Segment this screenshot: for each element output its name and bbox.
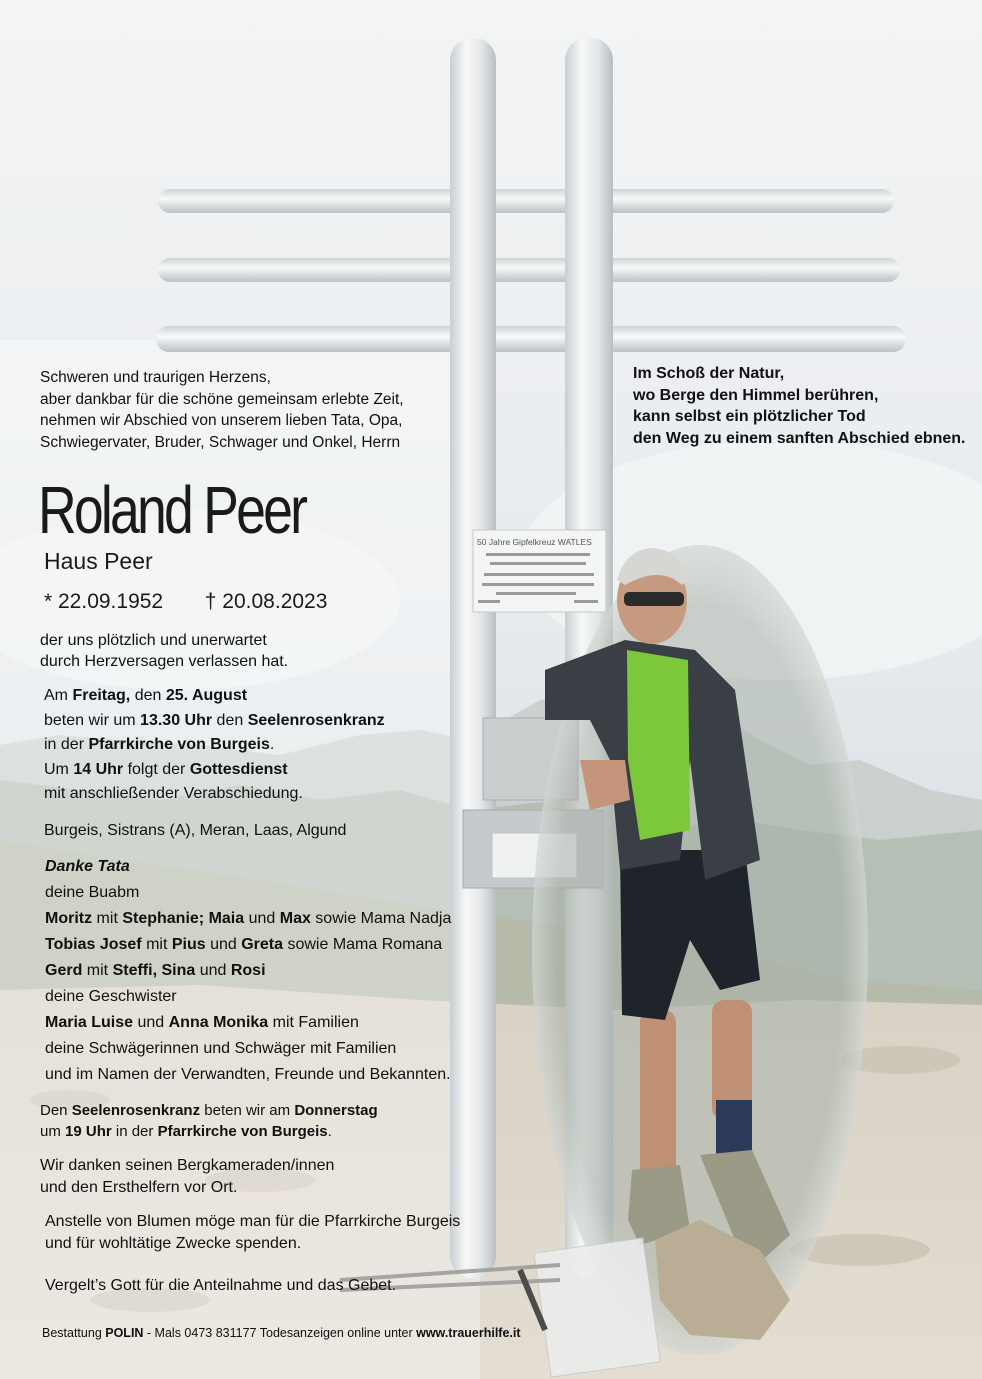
deceased-name: Roland Peer	[38, 473, 306, 548]
life-dates	[44, 590, 327, 614]
rosary-announcement: Am Freitag, den 25. August beten wir um 13.30 Uhr den Seelenrosenkranz in der Pfarrkirche von Burgeis. Um 14 Uhr folgt der Gottesdienst mit anschließender Verabschiedung.	[44, 687, 385, 802]
thanks-helpers: Wir danken seinen Bergkameraden/innen und den Ersthelfern vor Ort.	[40, 1156, 335, 1196]
footer: Bestattung POLIN - Mals 0473 831177 Todesanzeigen online unter www.trauerhilfe.it	[42, 1326, 521, 1340]
intro-line: nehmen wir Abschied von unserem lieben Tata, Opa,	[40, 412, 403, 429]
family-places: Burgeis, Sistrans (A), Meran, Laas, Algund	[44, 821, 347, 839]
second-rosary: Den Seelenrosenkranz beten wir am Donnerstag um 19 Uhr in der Pfarrkirche von Burgeis.	[40, 1101, 378, 1140]
cause-line: der uns plötzlich und unerwartet	[40, 632, 267, 649]
cause-line: durch Herzversagen verlassen hat.	[40, 653, 289, 670]
notice-body	[40, 630, 460, 1296]
house-name: Haus Peer	[44, 548, 153, 574]
closing-line: Vergelt’s Gott für die Anteilnahme und das Gebet.	[45, 1276, 397, 1294]
company-name: POLIN	[105, 1326, 144, 1340]
thanks-heading: Danke Tata	[45, 857, 130, 875]
donation-note: Anstelle von Blumen möge man für die Pfarrkirche Burgeis und für wohltätige Zwecke spenden.	[45, 1212, 461, 1252]
intro-line: Schwiegervater, Bruder, Schwager und Onkel, Herrn	[40, 433, 401, 451]
birth-date: * 22.09.1952	[44, 590, 164, 613]
mourners-list: Danke Tata deine Buabm Moritz mit Stephanie; Maia und Max sowie Mama Nadja Tobias Josef mit Pius und Greta sowie Mama Romana Gerd mit Steffi, Sina und Rosi deine Geschwister Maria Luise und Anna Monika mit Familien deine Schwägerinnen und Schwäger mit Familien und im Namen der Verwandten, Freunde und Bekannten.	[45, 857, 452, 1083]
website-link[interactable]: www.trauerhilfe.it	[416, 1326, 521, 1340]
memorial-quote: Im Schoß der Natur, wo Berge den Himmel berühren, kann selbst ein plötzlicher Tod den Weg zu einem sanften Abschied ebnen.	[633, 365, 966, 447]
intro-text	[40, 367, 404, 453]
intro-line: aber dankbar für die schöne gemeinsam erlebte Zeit,	[40, 390, 404, 408]
death-date: † 20.08.2023	[204, 590, 328, 613]
plaque-title: 50 Jahre Gipfelkreuz WATLES	[477, 537, 592, 547]
intro-line: Schweren und traurigen Herzens,	[40, 369, 271, 386]
